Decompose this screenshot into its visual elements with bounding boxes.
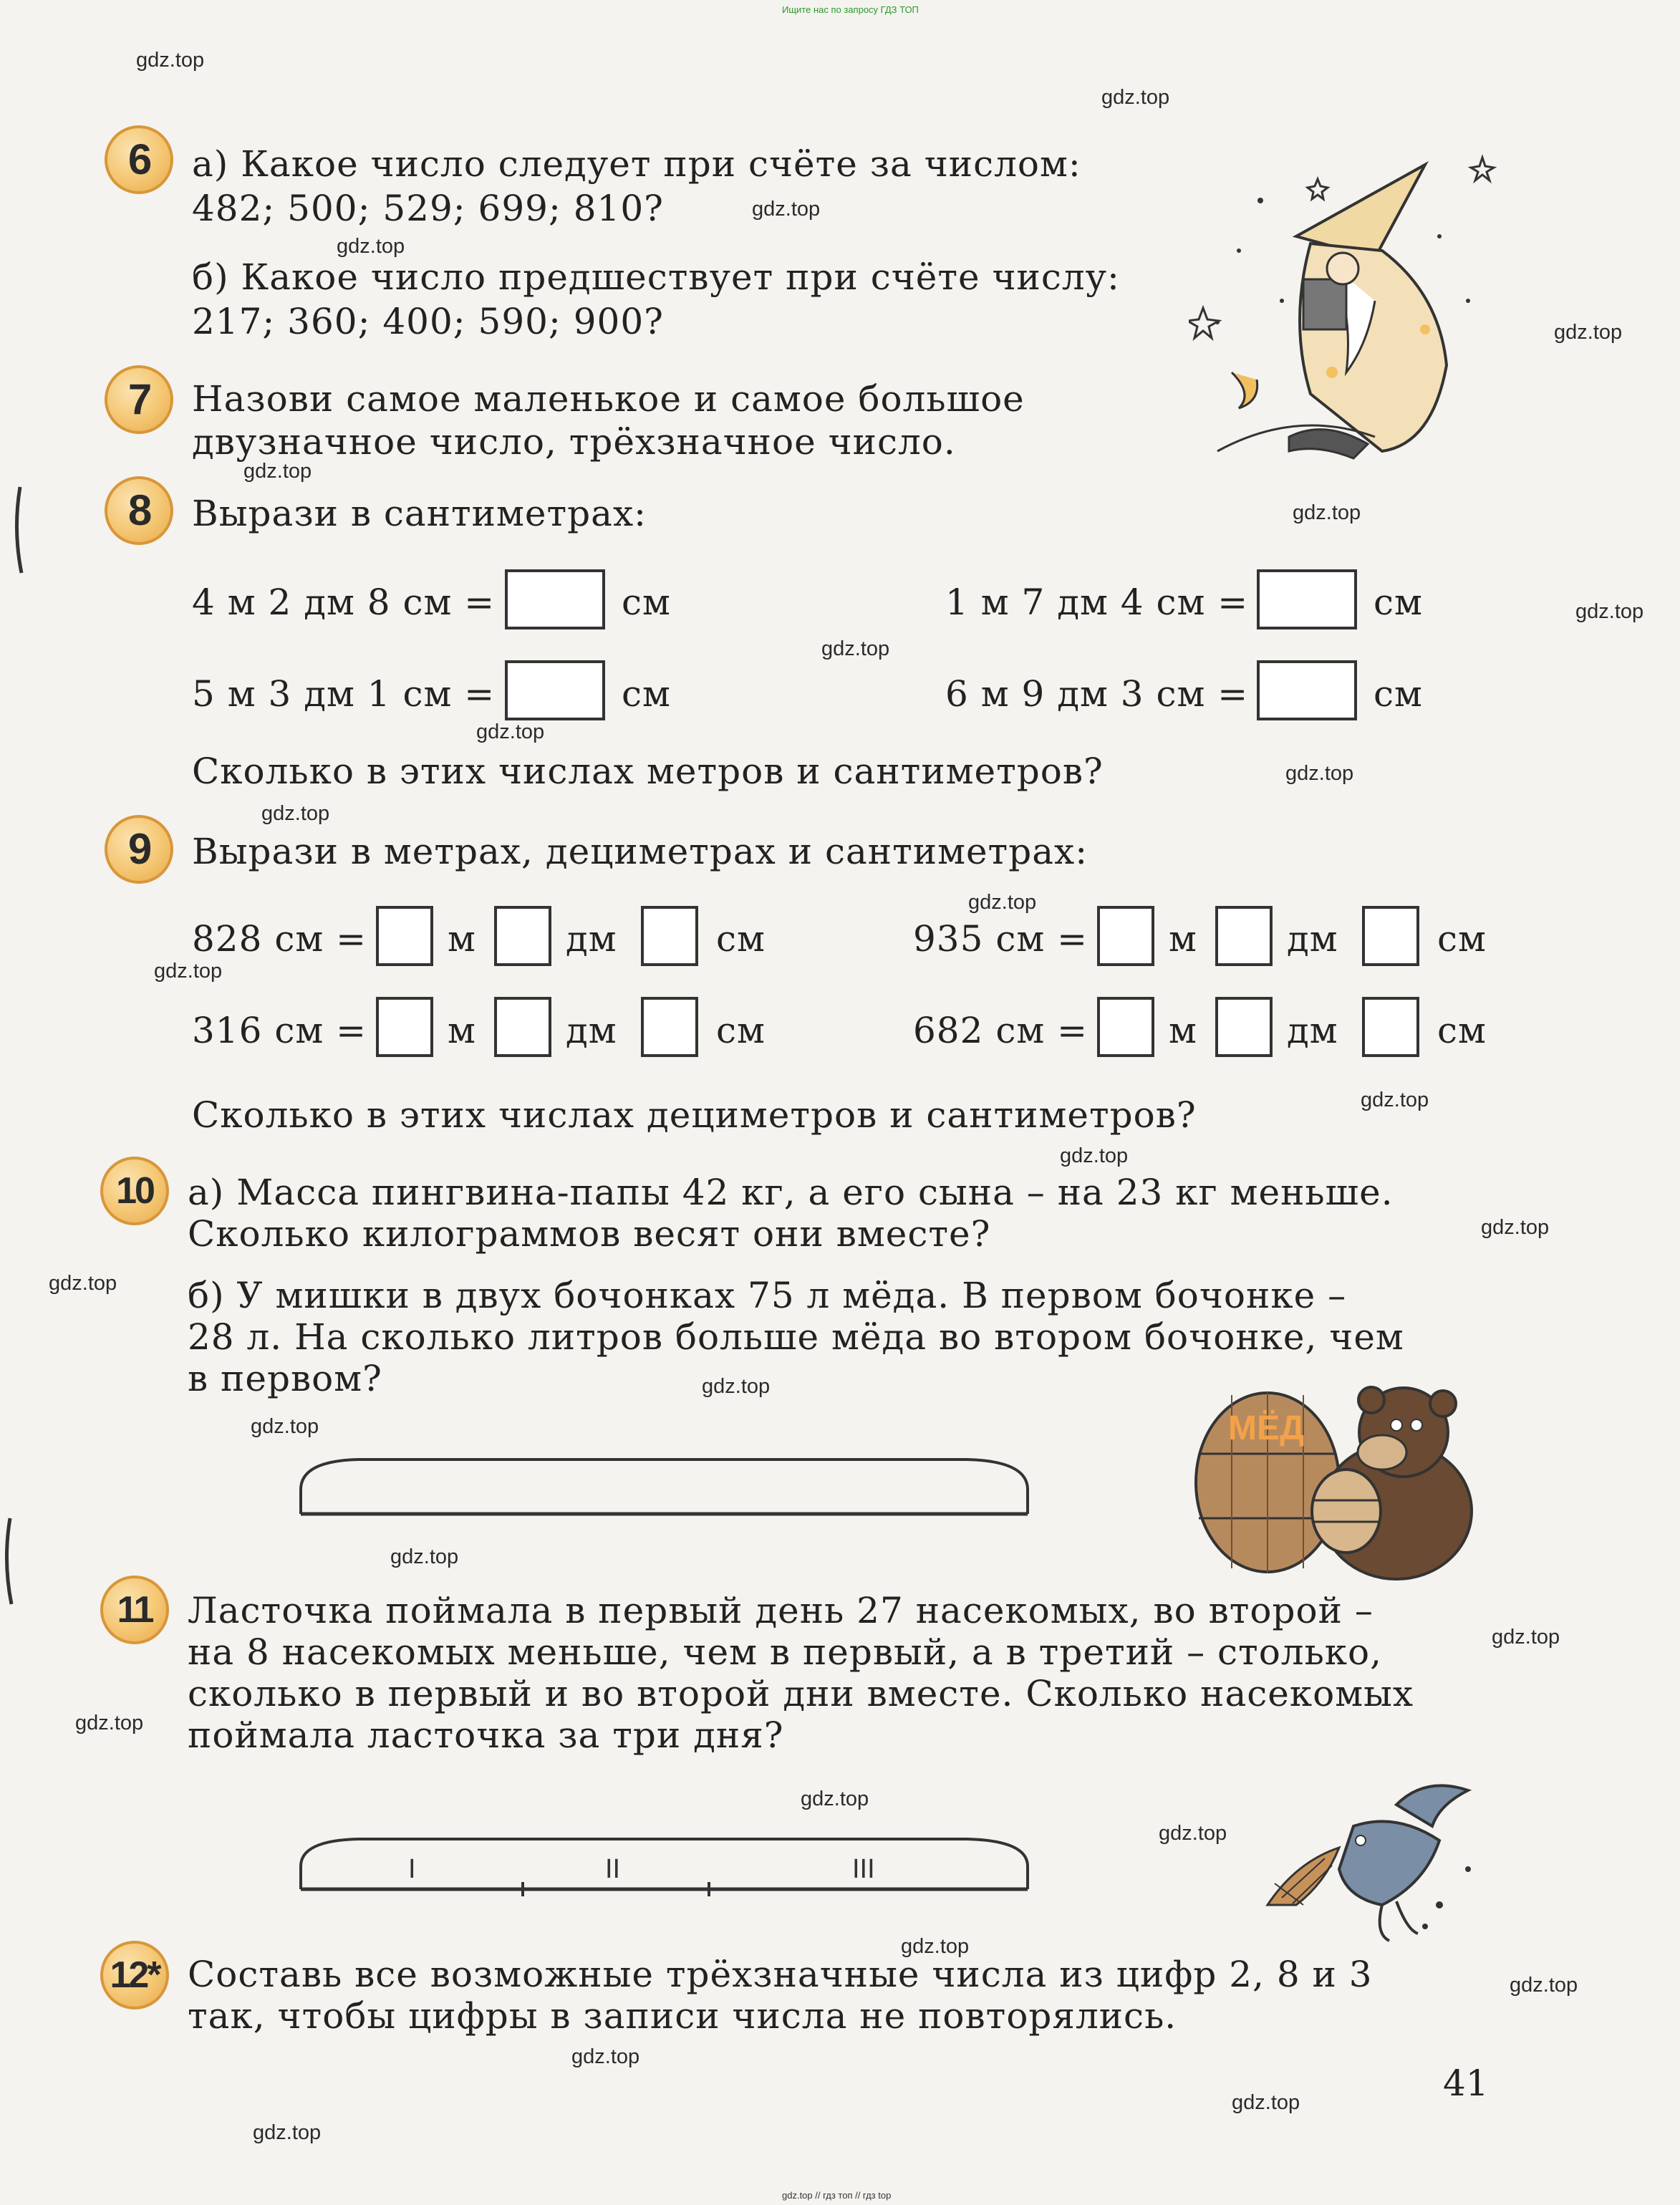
answer-box-m[interactable] — [1097, 997, 1154, 1057]
watermark: gdz.top — [136, 49, 205, 72]
watermark: gdz.top — [968, 891, 1037, 914]
ex9-row2-right: 682 см = — [913, 1010, 1088, 1051]
watermark: gdz.top — [1361, 1089, 1429, 1111]
segment-label-II: II — [605, 1854, 621, 1884]
ex8-row1-right: 1 м 7 дм 4 см = — [945, 582, 1249, 623]
watermark: gdz.top — [75, 1712, 144, 1734]
segment-label-I: I — [408, 1854, 416, 1884]
ex8-question: Сколько в этих числах метров и сантиметров? — [192, 751, 1104, 792]
ex10-a-line2: Сколько килограммов весят они вместе? — [188, 1213, 991, 1255]
ex7-line2: двузначное число, трёхзначное число. — [192, 421, 956, 463]
ex11-line2: на 8 насекомых меньше, чем в первый, а в третий – столько, — [188, 1631, 1383, 1673]
answer-box-dm[interactable] — [1215, 997, 1273, 1057]
exercise-12-badge: 12* — [100, 1941, 169, 2009]
watermark: gdz.top — [1293, 501, 1361, 524]
answer-box-m[interactable] — [376, 997, 433, 1057]
binding-marks — [0, 0, 29, 2205]
ex9-row2-left: 316 см = — [192, 1010, 367, 1051]
watermark: gdz.top — [1554, 321, 1623, 344]
watermark: gdz.top — [702, 1375, 771, 1398]
ex6-a-line2: 482; 500; 529; 699; 810? — [192, 188, 664, 229]
unit-m: м — [448, 918, 476, 960]
ex11-line3: сколько в первый и во второй дни вместе. Сколько насекомых — [188, 1673, 1414, 1714]
barrel-label: МЁД — [1228, 1409, 1305, 1447]
watermark: gdz.top — [243, 460, 312, 483]
answer-box[interactable] — [1257, 569, 1357, 629]
watermark: gdz.top — [1481, 1216, 1550, 1239]
ex8-row2-right: 6 м 9 дм 3 см = — [945, 673, 1249, 715]
ex7-line1: Назови самое маленькое и самое большое — [192, 378, 1025, 420]
watermark: gdz.top — [1159, 1822, 1227, 1845]
answer-box-cm[interactable] — [1362, 997, 1419, 1057]
watermark: gdz.top — [1232, 2091, 1300, 2114]
ex6-a-line1: а) Какое число следует при счёте за числом: — [192, 143, 1081, 185]
watermark: gdz.top — [1101, 86, 1170, 109]
answer-box-cm[interactable] — [1362, 906, 1419, 966]
unit-cm: см — [622, 582, 671, 623]
watermark: gdz.top — [1060, 1144, 1129, 1167]
exercise-11-badge: 11 — [100, 1576, 169, 1644]
bottom-banner: gdz.top // гдз топ // гдз top — [782, 2190, 892, 2201]
swallow-illustration — [1253, 1762, 1490, 1948]
unit-cm: см — [716, 918, 766, 960]
answer-box[interactable] — [505, 660, 605, 720]
ex10-segment-diagram — [294, 1447, 1038, 1533]
ex11-segment-diagram — [294, 1819, 1038, 1905]
unit-dm: дм — [566, 1010, 617, 1051]
answer-box-m[interactable] — [1097, 906, 1154, 966]
unit-m: м — [1169, 918, 1197, 960]
unit-dm: дм — [566, 918, 617, 960]
unit-dm: дм — [1287, 1010, 1338, 1051]
ex10-b-line2: 28 л. На сколько литров больше мёда во втором бочонке, чем — [188, 1316, 1404, 1358]
unit-cm: см — [1374, 582, 1423, 623]
ex9-row1-right: 935 см = — [913, 918, 1088, 960]
ex12-line2: так, чтобы цифры в записи числа не повторялись. — [188, 1995, 1177, 2037]
ex10-a-line1: а) Масса пингвина-папы 42 кг, а его сына – на 23 кг меньше. — [188, 1172, 1394, 1213]
ex11-line4: поймала ласточка за три дня? — [188, 1714, 784, 1756]
watermark: gdz.top — [49, 1272, 117, 1295]
exercise-6-badge: 6 — [105, 125, 173, 194]
answer-box[interactable] — [1257, 660, 1357, 720]
bear-honey-illustration — [1189, 1375, 1504, 1590]
watermark: gdz.top — [337, 235, 405, 258]
watermark: gdz.top — [476, 720, 545, 743]
ex12-line1: Составь все возможные трёхзначные числа из цифр 2, 8 и 3 — [188, 1954, 1373, 1995]
watermark: gdz.top — [251, 1415, 319, 1438]
watermark: gdz.top — [1492, 1626, 1560, 1649]
watermark: gdz.top — [901, 1935, 970, 1958]
watermark: gdz.top — [752, 198, 821, 221]
exercise-9-badge: 9 — [105, 815, 173, 884]
ex9-question: Сколько в этих числах дециметров и сантиметров? — [192, 1094, 1197, 1136]
ex6-b-line1: б) Какое число предшествует при счёте числу: — [192, 256, 1120, 298]
page-number: 41 — [1443, 2062, 1489, 2104]
watermark: gdz.top — [154, 960, 223, 983]
unit-cm: см — [1437, 918, 1487, 960]
watermark: gdz.top — [261, 802, 330, 825]
segment-label-III: III — [852, 1854, 875, 1884]
unit-cm: см — [622, 673, 671, 715]
watermark: gdz.top — [1510, 1974, 1578, 1997]
unit-cm: см — [716, 1010, 766, 1051]
answer-box-m[interactable] — [376, 906, 433, 966]
ex9-title: Вырази в метрах, дециметрах и сантиметрах: — [192, 831, 1088, 872]
ex6-b-line2: 217; 360; 400; 590; 900? — [192, 301, 664, 342]
watermark: gdz.top — [801, 1787, 869, 1810]
ex8-row1-left: 4 м 2 дм 8 см = — [192, 582, 496, 623]
ex8-title: Вырази в сантиметрах: — [192, 493, 647, 534]
ex10-b-line1: б) У мишки в двух бочонках 75 л мёда. В первом бочонке – — [188, 1275, 1347, 1316]
answer-box-dm[interactable] — [494, 906, 551, 966]
unit-m: м — [1169, 1010, 1197, 1051]
watermark: gdz.top — [1285, 762, 1354, 785]
unit-cm: см — [1437, 1010, 1487, 1051]
answer-box-cm[interactable] — [641, 997, 698, 1057]
watermark: gdz.top — [1575, 600, 1644, 623]
exercise-8-badge: 8 — [105, 476, 173, 545]
watermark: gdz.top — [571, 2045, 640, 2068]
watermark: gdz.top — [390, 1545, 459, 1568]
ex10-b-line3: в первом? — [188, 1358, 382, 1399]
watermark: gdz.top — [821, 637, 890, 660]
wizard-illustration — [1189, 136, 1518, 480]
unit-cm: см — [1374, 673, 1423, 715]
unit-m: м — [448, 1010, 476, 1051]
exercise-10-badge: 10 — [100, 1157, 169, 1225]
unit-dm: дм — [1287, 918, 1338, 960]
top-banner: Ищите нас по запросу ГДЗ ТОП — [782, 4, 919, 15]
ex9-row1-left: 828 см = — [192, 918, 367, 960]
ex11-line1: Ласточка поймала в первый день 27 насекомых, во второй – — [188, 1590, 1374, 1631]
ex8-row2-left: 5 м 3 дм 1 см = — [192, 673, 496, 715]
answer-box-dm[interactable] — [1215, 906, 1273, 966]
answer-box-dm[interactable] — [494, 997, 551, 1057]
answer-box[interactable] — [505, 569, 605, 629]
answer-box-cm[interactable] — [641, 906, 698, 966]
exercise-7-badge: 7 — [105, 365, 173, 434]
watermark: gdz.top — [253, 2121, 322, 2144]
